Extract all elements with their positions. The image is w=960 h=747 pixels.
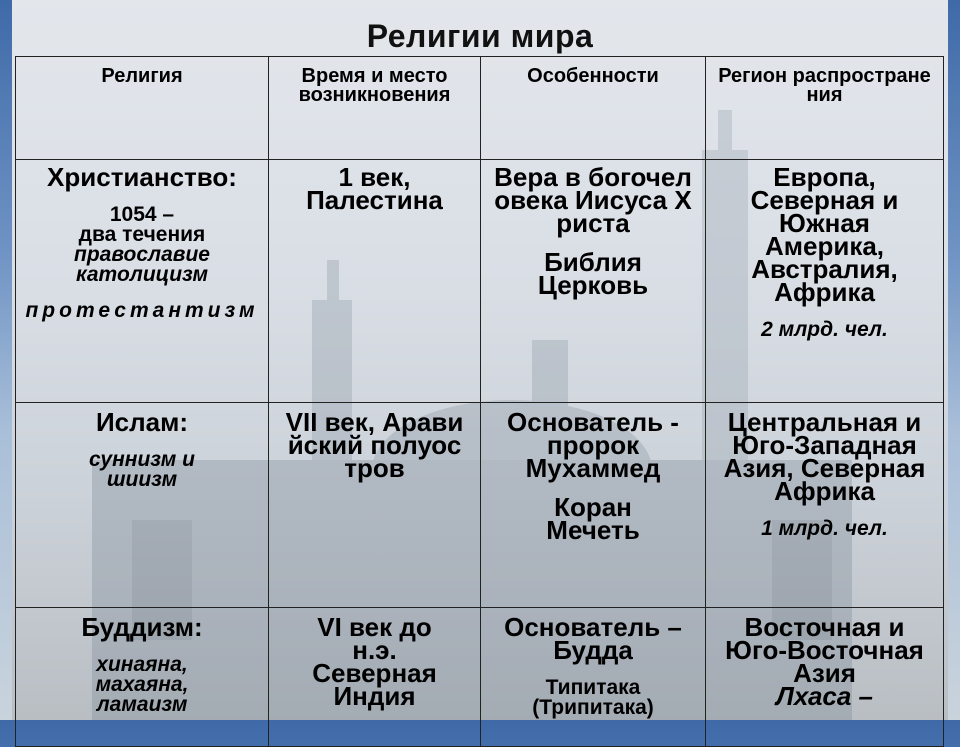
- time-place-text: VII век, Аравийский полуостров: [285, 407, 464, 483]
- time-place-text: VI век до н.э. Северная Индия: [312, 612, 437, 711]
- header-time-place-text: Время и место возникновения: [298, 65, 451, 106]
- features-cell: [481, 160, 706, 403]
- religion-branch: католицизм: [75, 263, 209, 286]
- header-region-text: Регион распространения: [718, 65, 931, 106]
- features-extra: Типитака: [545, 676, 641, 699]
- religion-branch: хинаяна,: [96, 653, 188, 676]
- features-extra: Коран: [554, 492, 632, 522]
- religion-cell: [16, 608, 269, 747]
- religion-branch: махаяна,: [95, 673, 189, 696]
- religions-table: [15, 56, 944, 747]
- features-text: Основатель - пророк Мухаммед: [507, 407, 679, 483]
- region-text: Центральная и Юго-Западная Азия, Северная Африка: [723, 407, 926, 506]
- religion-branch: ламаизм: [96, 693, 188, 716]
- region-cell: [706, 403, 944, 608]
- features-extra: Мечеть: [546, 515, 640, 545]
- region-cell: [706, 608, 944, 747]
- header-features: Особенности: [481, 57, 706, 160]
- features-cell: [481, 608, 706, 747]
- time-place-cell: [269, 160, 481, 403]
- header-religion: Религия: [16, 57, 269, 160]
- header-region: [706, 57, 944, 160]
- table-row: [16, 160, 944, 403]
- features-extra: (Трипитака): [532, 696, 654, 719]
- time-place-cell: [269, 403, 481, 608]
- religion-branch: суннизм и шиизм: [89, 448, 195, 491]
- religion-name: Буддизм:: [81, 612, 203, 642]
- religion-branch: православие: [74, 243, 210, 266]
- religion-name: Ислам:: [95, 407, 188, 437]
- time-place-text: 1 век, Палестина: [306, 162, 443, 215]
- features-extra: Церковь: [537, 270, 649, 300]
- religion-detail: 1054 –: [109, 203, 175, 226]
- table-header-row: [16, 57, 944, 160]
- time-place-cell: [269, 608, 481, 747]
- religion-cell: [16, 403, 269, 608]
- religion-cell: [16, 160, 269, 403]
- features-text: Основатель –Будда: [504, 612, 682, 665]
- table-row: [16, 403, 944, 608]
- region-text: Европа, Северная и Южная Америка, Австралия, Африка: [750, 162, 899, 307]
- religion-branch: протестантизм: [25, 299, 259, 322]
- religion-detail: два течения: [78, 223, 206, 246]
- page-title: Религии мира: [366, 18, 594, 54]
- features-text: Вера в богочеловека Иисуса Христа: [494, 162, 692, 238]
- population-text: 2 млрд. чел.: [761, 318, 888, 341]
- header-time-place: [269, 57, 481, 160]
- region-cell: [706, 160, 944, 403]
- population-text: 1 млрд. чел.: [761, 517, 888, 540]
- religion-name: Христианство:: [47, 162, 237, 192]
- features-extra: Библия: [544, 247, 642, 277]
- region-extra-text: Лхаса –: [775, 681, 874, 711]
- region-text: Восточная и Юго-Восточная Азия: [725, 612, 924, 688]
- table-row: [16, 608, 944, 747]
- features-cell: [481, 403, 706, 608]
